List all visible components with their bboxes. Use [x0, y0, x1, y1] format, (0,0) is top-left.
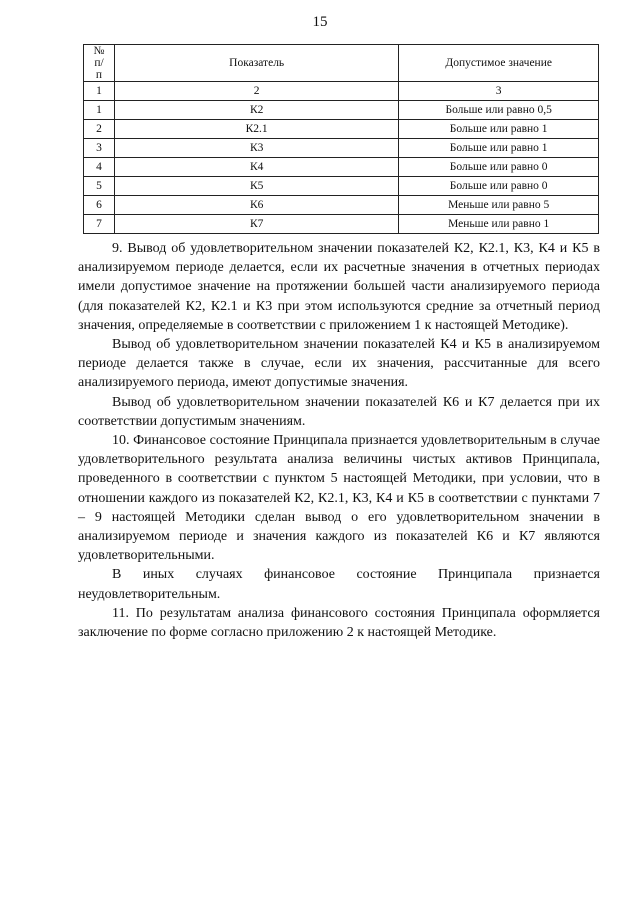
- paragraph-10: 10. Финансовое состояние Принципала признается удовлетворительным в случае удовлетворительного результата анализа величины чистых активов Принципала, проведенного в соответствии с пунктом 5 настоящей Методики, при условии, что в отношении каждого из показателей К2, К2.1, К3, К4 и К5 в соответствии с пунктами 7 – 9 настоящей Методики сделан вывод о его удовлетворительном значении в анализируемом периоде и значения каждого из показателей К6 и К7 являются удовлетворительными.: [78, 433, 600, 564]
- row-allowed-value: Больше или равно 0: [399, 158, 599, 177]
- row-allowed-value: Больше или равно 0,5: [399, 101, 599, 120]
- numbering-cell: 1: [84, 82, 115, 101]
- row-allowed-value: Больше или равно 1: [399, 120, 599, 139]
- header-allowed-value: Допустимое значение: [399, 45, 599, 82]
- row-number: 1: [84, 101, 115, 120]
- indicators-table: [83, 44, 599, 234]
- numbering-cell: 3: [399, 82, 599, 101]
- row-allowed-value: Меньше или равно 1: [399, 215, 599, 234]
- row-indicator: К4: [114, 158, 398, 177]
- numbering-cell: 2: [114, 82, 398, 101]
- row-indicator: К6: [114, 196, 398, 215]
- table-row: [84, 158, 599, 177]
- table-row: [84, 215, 599, 234]
- table-row: [84, 196, 599, 215]
- row-allowed-value: Меньше или равно 5: [399, 196, 599, 215]
- paragraph-11: 11. По результатам анализа финансового состояния Принципала оформляется заключение по форме согласно приложению 2 к настоящей Методике.: [78, 605, 600, 641]
- paragraph-conclusion-k4-k5: Вывод об удовлетворительном значении показателей К4 и К5 в анализируемом периоде делается также в случае, если их значения, рассчитанные для всего анализируемого периода, имеют допустимые значения.: [78, 337, 600, 391]
- header-number: № п/п: [84, 45, 115, 82]
- row-number: 7: [84, 215, 115, 234]
- row-allowed-value: Больше или равно 0: [399, 177, 599, 196]
- paragraph-other-cases: В иных случаях финансовое состояние Принципала признается неудовлетворительным.: [78, 567, 600, 602]
- table-header-row: [84, 45, 599, 82]
- row-number: 5: [84, 177, 115, 196]
- row-number: 4: [84, 158, 115, 177]
- row-number: 3: [84, 139, 115, 158]
- header-indicator: Показатель: [114, 45, 398, 82]
- table-row: [84, 139, 599, 158]
- paragraph-conclusion-k6-k7: Вывод об удовлетворительном значении показателей К6 и К7 делается при их соответствии допустимым значениям.: [78, 394, 600, 429]
- row-indicator: К2: [114, 101, 398, 120]
- row-number: 2: [84, 120, 115, 139]
- row-indicator: К2.1: [114, 120, 398, 139]
- body-text: [78, 239, 600, 642]
- row-number: 6: [84, 196, 115, 215]
- paragraph-9: 9. Вывод об удовлетворительном значении показателей К2, К2.1, К3, К4 и К5 в анализируемом периоде делается, если их расчетные значения в отчетных периодах имели допустимое значение на протяжении большей части анализируемого периода (для показателей К2, К2.1 и К3 при этом используются средние за отчетный период значения, определяемые в соответствии с приложением 1 к настоящей Методике).: [78, 241, 600, 333]
- row-indicator: К7: [114, 215, 398, 234]
- row-indicator: К5: [114, 177, 398, 196]
- table-row: [84, 101, 599, 120]
- table-row: [84, 177, 599, 196]
- row-indicator: К3: [114, 139, 398, 158]
- row-allowed-value: Больше или равно 1: [399, 139, 599, 158]
- table-numbering-row: [84, 82, 599, 101]
- page-number: 15: [312, 14, 328, 30]
- table-row: [84, 120, 599, 139]
